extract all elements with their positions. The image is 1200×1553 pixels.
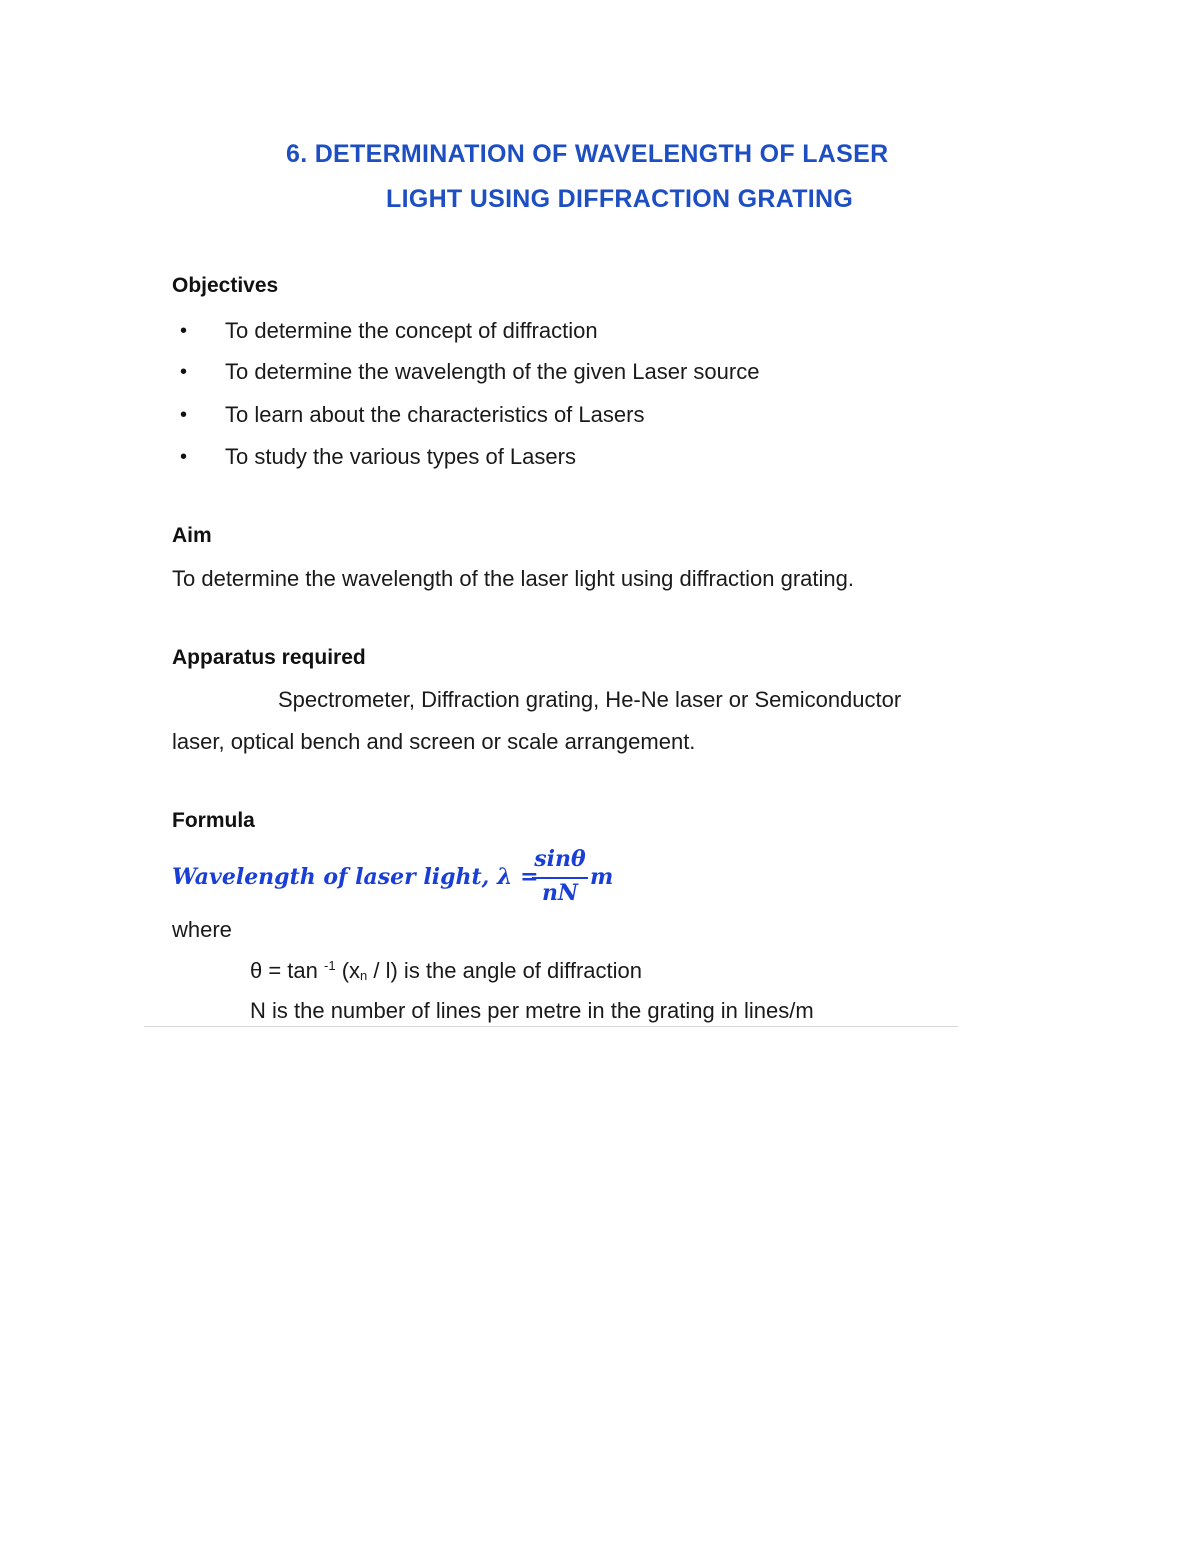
objective-item-1: To determine the concept of diffraction — [225, 318, 598, 343]
formula-denominator: nN — [541, 880, 579, 906]
title-line-1: 6. DETERMINATION OF WAVELENGTH OF LASER — [286, 140, 889, 168]
theta-definition — [250, 958, 642, 984]
section-divider — [144, 1026, 958, 1027]
theta-def-sub: n — [360, 968, 368, 983]
bullet-icon: • — [180, 404, 188, 426]
theta-def-lhs: θ = tan — [250, 958, 318, 983]
where-label: where — [172, 917, 232, 942]
objective-item-4: To study the various types of Lasers — [225, 444, 576, 469]
apparatus-line-1-clip — [172, 687, 959, 717]
apparatus-line-2: laser, optical bench and screen or scale arrangement. — [172, 729, 696, 754]
document-title — [150, 134, 958, 234]
n-definition: N is the number of lines per metre in the grating in lines/m — [250, 998, 814, 1023]
formula-unit: m — [590, 864, 614, 890]
formula-lhs: Wavelength of laser light, λ = — [172, 864, 539, 890]
title-line-2: LIGHT USING DIFFRACTION GRATING — [386, 185, 854, 213]
aim-heading: Aim — [172, 524, 212, 547]
theta-def-open: (x — [341, 958, 361, 983]
objective-item-3: To learn about the characteristics of Lasers — [225, 402, 645, 427]
bullet-icon: • — [180, 361, 188, 383]
apparatus-line-1: Spectrometer, Diffraction grating, He-Ne laser or Semiconductor — [278, 687, 902, 712]
aim-text: To determine the wavelength of the laser light using diffraction grating. — [172, 566, 854, 591]
formula-heading: Formula — [172, 809, 255, 832]
fraction-bar — [532, 877, 588, 879]
objective-item-2: To determine the wavelength of the given Laser source — [225, 359, 760, 384]
bullet-icon: • — [180, 320, 188, 342]
theta-def-rest: / l) is the angle of diffraction — [367, 958, 643, 983]
bullet-icon: • — [180, 446, 188, 468]
theta-def-sup: -1 — [324, 958, 336, 973]
apparatus-heading: Apparatus required — [172, 646, 366, 669]
formula-numerator: sinθ — [534, 846, 586, 872]
objectives-heading: Objectives — [172, 274, 279, 297]
